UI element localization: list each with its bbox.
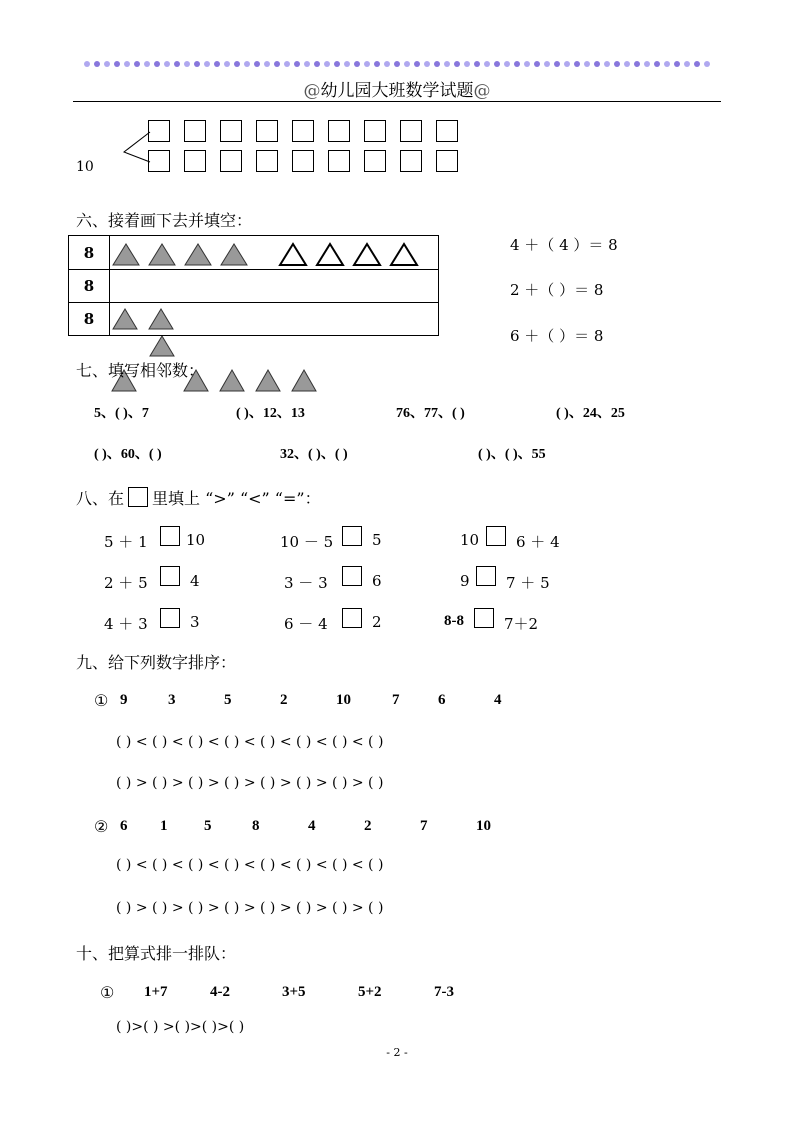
- compare-box[interactable]: [160, 608, 180, 628]
- sort-expression: 3+5: [282, 984, 306, 1000]
- decor-dot: [364, 61, 370, 67]
- header-rule: [73, 101, 721, 102]
- decor-dot: [494, 61, 500, 67]
- decor-dot: [374, 61, 380, 67]
- compare-right: 5: [372, 531, 382, 549]
- decor-dot: [704, 61, 710, 67]
- ordering-row: ( )>( ) >( )>( )>( ): [116, 1019, 245, 1035]
- decor-dot: [334, 61, 340, 67]
- answer-box[interactable]: [184, 120, 206, 142]
- filled-triangle-icon: [149, 309, 173, 329]
- answer-box[interactable]: [220, 150, 242, 172]
- compare-right: 2: [372, 613, 382, 631]
- outline-triangle-icon: [354, 244, 380, 265]
- neighbor-item: 32、( )、( ): [280, 447, 348, 462]
- decor-dot: [414, 61, 420, 67]
- neighbor-item: ( )、( )、55: [478, 447, 546, 462]
- decor-dot: [594, 61, 600, 67]
- decor-dot: [304, 61, 310, 67]
- neighbor-item: ( )、12、13: [236, 406, 305, 421]
- sort-number: 2: [364, 818, 372, 834]
- sort-number: 4: [308, 818, 316, 834]
- compare-left: 6 － 4: [284, 615, 328, 633]
- section9-title: 九、给下列数字排序：: [76, 653, 237, 672]
- decor-dot: [434, 61, 440, 67]
- decor-dot: [634, 61, 640, 67]
- decor-dot: [614, 61, 620, 67]
- decor-dot: [454, 61, 460, 67]
- decor-dot: [104, 61, 110, 67]
- compare-box[interactable]: [474, 608, 494, 628]
- neighbor-item: 76、77、( ): [396, 406, 465, 421]
- compare-right: 10: [186, 531, 206, 549]
- sort-number: 5: [204, 818, 212, 834]
- decor-dot: [464, 61, 470, 67]
- decor-dot: [424, 61, 430, 67]
- neighbor-item: 5、( )、7: [94, 406, 149, 421]
- decor-dot: [244, 61, 250, 67]
- sort-number: 10: [336, 692, 351, 708]
- decor-dot: [534, 61, 540, 67]
- compare-left: 10: [460, 531, 480, 549]
- table-row: [69, 269, 438, 303]
- filled-triangle-icon: [113, 309, 137, 329]
- sort-number: 5: [224, 692, 232, 708]
- greater-than-row: ( ) > ( ) > ( ) > ( ) > ( ) > ( ) > ( ) > ( ): [116, 775, 384, 791]
- compare-box[interactable]: [160, 526, 180, 546]
- filled-triangle-icon: [256, 370, 280, 391]
- decor-dot: [144, 61, 150, 67]
- decor-dot: [314, 61, 320, 67]
- less-than-row: ( ) < ( ) < ( ) < ( ) < ( ) < ( ) < ( ) < ( ): [116, 734, 384, 750]
- decor-dot: [344, 61, 350, 67]
- answer-box[interactable]: [148, 150, 170, 172]
- decor-dot: [194, 61, 200, 67]
- sort-number: 8: [252, 818, 260, 834]
- answer-box[interactable]: [148, 120, 170, 142]
- compare-right: 7＋2: [504, 615, 539, 633]
- decor-dot: [584, 61, 590, 67]
- row-count: 8: [69, 236, 110, 269]
- row-count: 8: [69, 269, 110, 302]
- sort-expression: 4-2: [210, 984, 230, 1000]
- answer-box[interactable]: [292, 120, 314, 142]
- blank-box-icon: [128, 487, 148, 507]
- compare-left: 5 ＋ 1: [104, 533, 148, 551]
- row-count: 8: [69, 302, 110, 335]
- decor-dot: [294, 61, 300, 67]
- answer-box[interactable]: [256, 150, 278, 172]
- sort-number: 4: [494, 692, 502, 708]
- compare-box[interactable]: [160, 566, 180, 586]
- compare-left: 3 － 3: [284, 574, 328, 592]
- answer-box[interactable]: [328, 150, 350, 172]
- group-label: ①: [100, 983, 115, 1002]
- decor-dot: [644, 61, 650, 67]
- neighbor-item: ( )、24、25: [556, 406, 625, 421]
- sort-number: 7: [392, 692, 400, 708]
- decor-dot: [684, 61, 690, 67]
- sort-number: 6: [438, 692, 446, 708]
- sort-number: 2: [280, 692, 288, 708]
- table-row: [69, 236, 438, 270]
- sort-expression: 5+2: [358, 984, 382, 1000]
- decor-dot: [354, 61, 360, 67]
- decor-dot: [184, 61, 190, 67]
- answer-box[interactable]: [256, 120, 278, 142]
- shape-table: [68, 235, 439, 336]
- answer-box[interactable]: [436, 120, 458, 142]
- decor-dot: [444, 61, 450, 67]
- group-label: ①: [94, 691, 109, 710]
- decor-dot: [204, 61, 210, 67]
- filled-triangle-icon: [220, 370, 244, 391]
- compare-box[interactable]: [342, 526, 362, 546]
- decor-dot: [284, 61, 290, 67]
- compare-box[interactable]: [342, 608, 362, 628]
- filled-triangle-icon: [150, 336, 174, 356]
- answer-box[interactable]: [364, 150, 386, 172]
- decor-dot: [224, 61, 230, 67]
- decor-dot: [254, 61, 260, 67]
- decor-dot: [264, 61, 270, 67]
- answer-box[interactable]: [436, 150, 458, 172]
- sort-number: 10: [476, 818, 491, 834]
- decor-dot: [174, 61, 180, 67]
- decor-dot: [474, 61, 480, 67]
- filled-triangle-icon: [113, 244, 139, 265]
- equation-3: 6 ＋（ ）＝ 8: [510, 327, 604, 345]
- filled-triangle-icon: [292, 370, 316, 391]
- spiral-icon: @: [303, 81, 321, 101]
- compare-box[interactable]: [486, 526, 506, 546]
- compare-left: 8-8: [444, 613, 464, 629]
- decor-dot: [84, 61, 90, 67]
- compare-right: 7 ＋ 5: [506, 574, 550, 592]
- decor-dot: [524, 61, 530, 67]
- equation-2: 2 ＋（ ）＝ 8: [510, 281, 604, 299]
- answer-box[interactable]: [400, 120, 422, 142]
- decor-dot: [94, 61, 100, 67]
- decor-dot: [514, 61, 520, 67]
- compare-box[interactable]: [476, 566, 496, 586]
- decor-dot: [554, 61, 560, 67]
- sort-number: 1: [160, 818, 168, 834]
- decor-dot: [544, 61, 550, 67]
- triangle-row-3: [109, 302, 189, 335]
- compare-left: 10 － 5: [280, 533, 334, 551]
- decor-dot: [654, 61, 660, 67]
- less-than-row: ( ) < ( ) < ( ) < ( ) < ( ) < ( ) < ( ) < ( ): [116, 857, 384, 873]
- compare-left: 2 ＋ 5: [104, 574, 148, 592]
- decor-dot: [674, 61, 680, 67]
- sort-number: 7: [420, 818, 428, 834]
- compare-left: 4 ＋ 3: [104, 615, 148, 633]
- filled-triangle-icon: [185, 244, 211, 265]
- page-number: - 2 -: [386, 1046, 408, 1059]
- top-number: 10: [76, 159, 94, 175]
- answer-box[interactable]: [364, 120, 386, 142]
- section7-title: 七、填写相邻数：: [76, 361, 205, 380]
- decor-dot: [574, 61, 580, 67]
- compare-right: 3: [190, 613, 200, 631]
- sort-number: 9: [120, 692, 128, 708]
- equation-1: 4 ＋（ 4 ）＝ 8: [510, 236, 618, 254]
- compare-left: 9: [460, 572, 470, 590]
- compare-right: 6: [372, 572, 382, 590]
- group-label: ②: [94, 817, 109, 836]
- section6-title: 六、接着画下去并填空：: [76, 211, 253, 230]
- decor-dot: [384, 61, 390, 67]
- sort-expression: 1+7: [144, 984, 168, 1000]
- decor-dot: [664, 61, 670, 67]
- answer-box[interactable]: [220, 120, 242, 142]
- decor-dot: [324, 61, 330, 67]
- sort-number: 6: [120, 818, 128, 834]
- filled-triangle-icon: [149, 244, 175, 265]
- decor-dot: [134, 61, 140, 67]
- answer-box[interactable]: [400, 150, 422, 172]
- outline-triangle-icon: [391, 244, 417, 265]
- decor-dot: [694, 61, 700, 67]
- compare-right: 4: [190, 572, 200, 590]
- decor-dot: [624, 61, 630, 67]
- header-decoration: [82, 57, 712, 71]
- decor-dot: [274, 61, 280, 67]
- neighbor-item: ( )、60、( ): [94, 447, 162, 462]
- answer-box[interactable]: [184, 150, 206, 172]
- section8-title: 八、在 里填上 “>” “<” “=”：: [76, 489, 321, 508]
- answer-box[interactable]: [328, 120, 350, 142]
- compare-right: 6 ＋ 4: [516, 533, 560, 551]
- filled-triangle-icon: [221, 244, 247, 265]
- decor-dot: [484, 61, 490, 67]
- outline-triangle-icon: [317, 244, 343, 265]
- decor-dot: [154, 61, 160, 67]
- spiral-icon: @: [473, 81, 491, 101]
- decor-dot: [404, 61, 410, 67]
- decor-dot: [124, 61, 130, 67]
- decor-dot: [234, 61, 240, 67]
- sort-number: 3: [168, 692, 176, 708]
- decor-dot: [564, 61, 570, 67]
- decor-dot: [604, 61, 610, 67]
- greater-than-row: ( ) > ( ) > ( ) > ( ) > ( ) > ( ) > ( ) > ( ): [116, 900, 384, 916]
- decor-dot: [394, 61, 400, 67]
- answer-box[interactable]: [292, 150, 314, 172]
- sort-expression: 7-3: [434, 984, 454, 1000]
- decor-dot: [114, 61, 120, 67]
- table-row: [69, 302, 438, 335]
- page-title: @幼儿园大班数学试题@: [303, 81, 491, 101]
- decor-dot: [504, 61, 510, 67]
- section10-title: 十、把算式排一排队：: [76, 944, 237, 963]
- triangle-row-1: [109, 236, 439, 269]
- decor-dot: [214, 61, 220, 67]
- outline-triangle-icon: [280, 244, 306, 265]
- decor-dot: [164, 61, 170, 67]
- compare-box[interactable]: [342, 566, 362, 586]
